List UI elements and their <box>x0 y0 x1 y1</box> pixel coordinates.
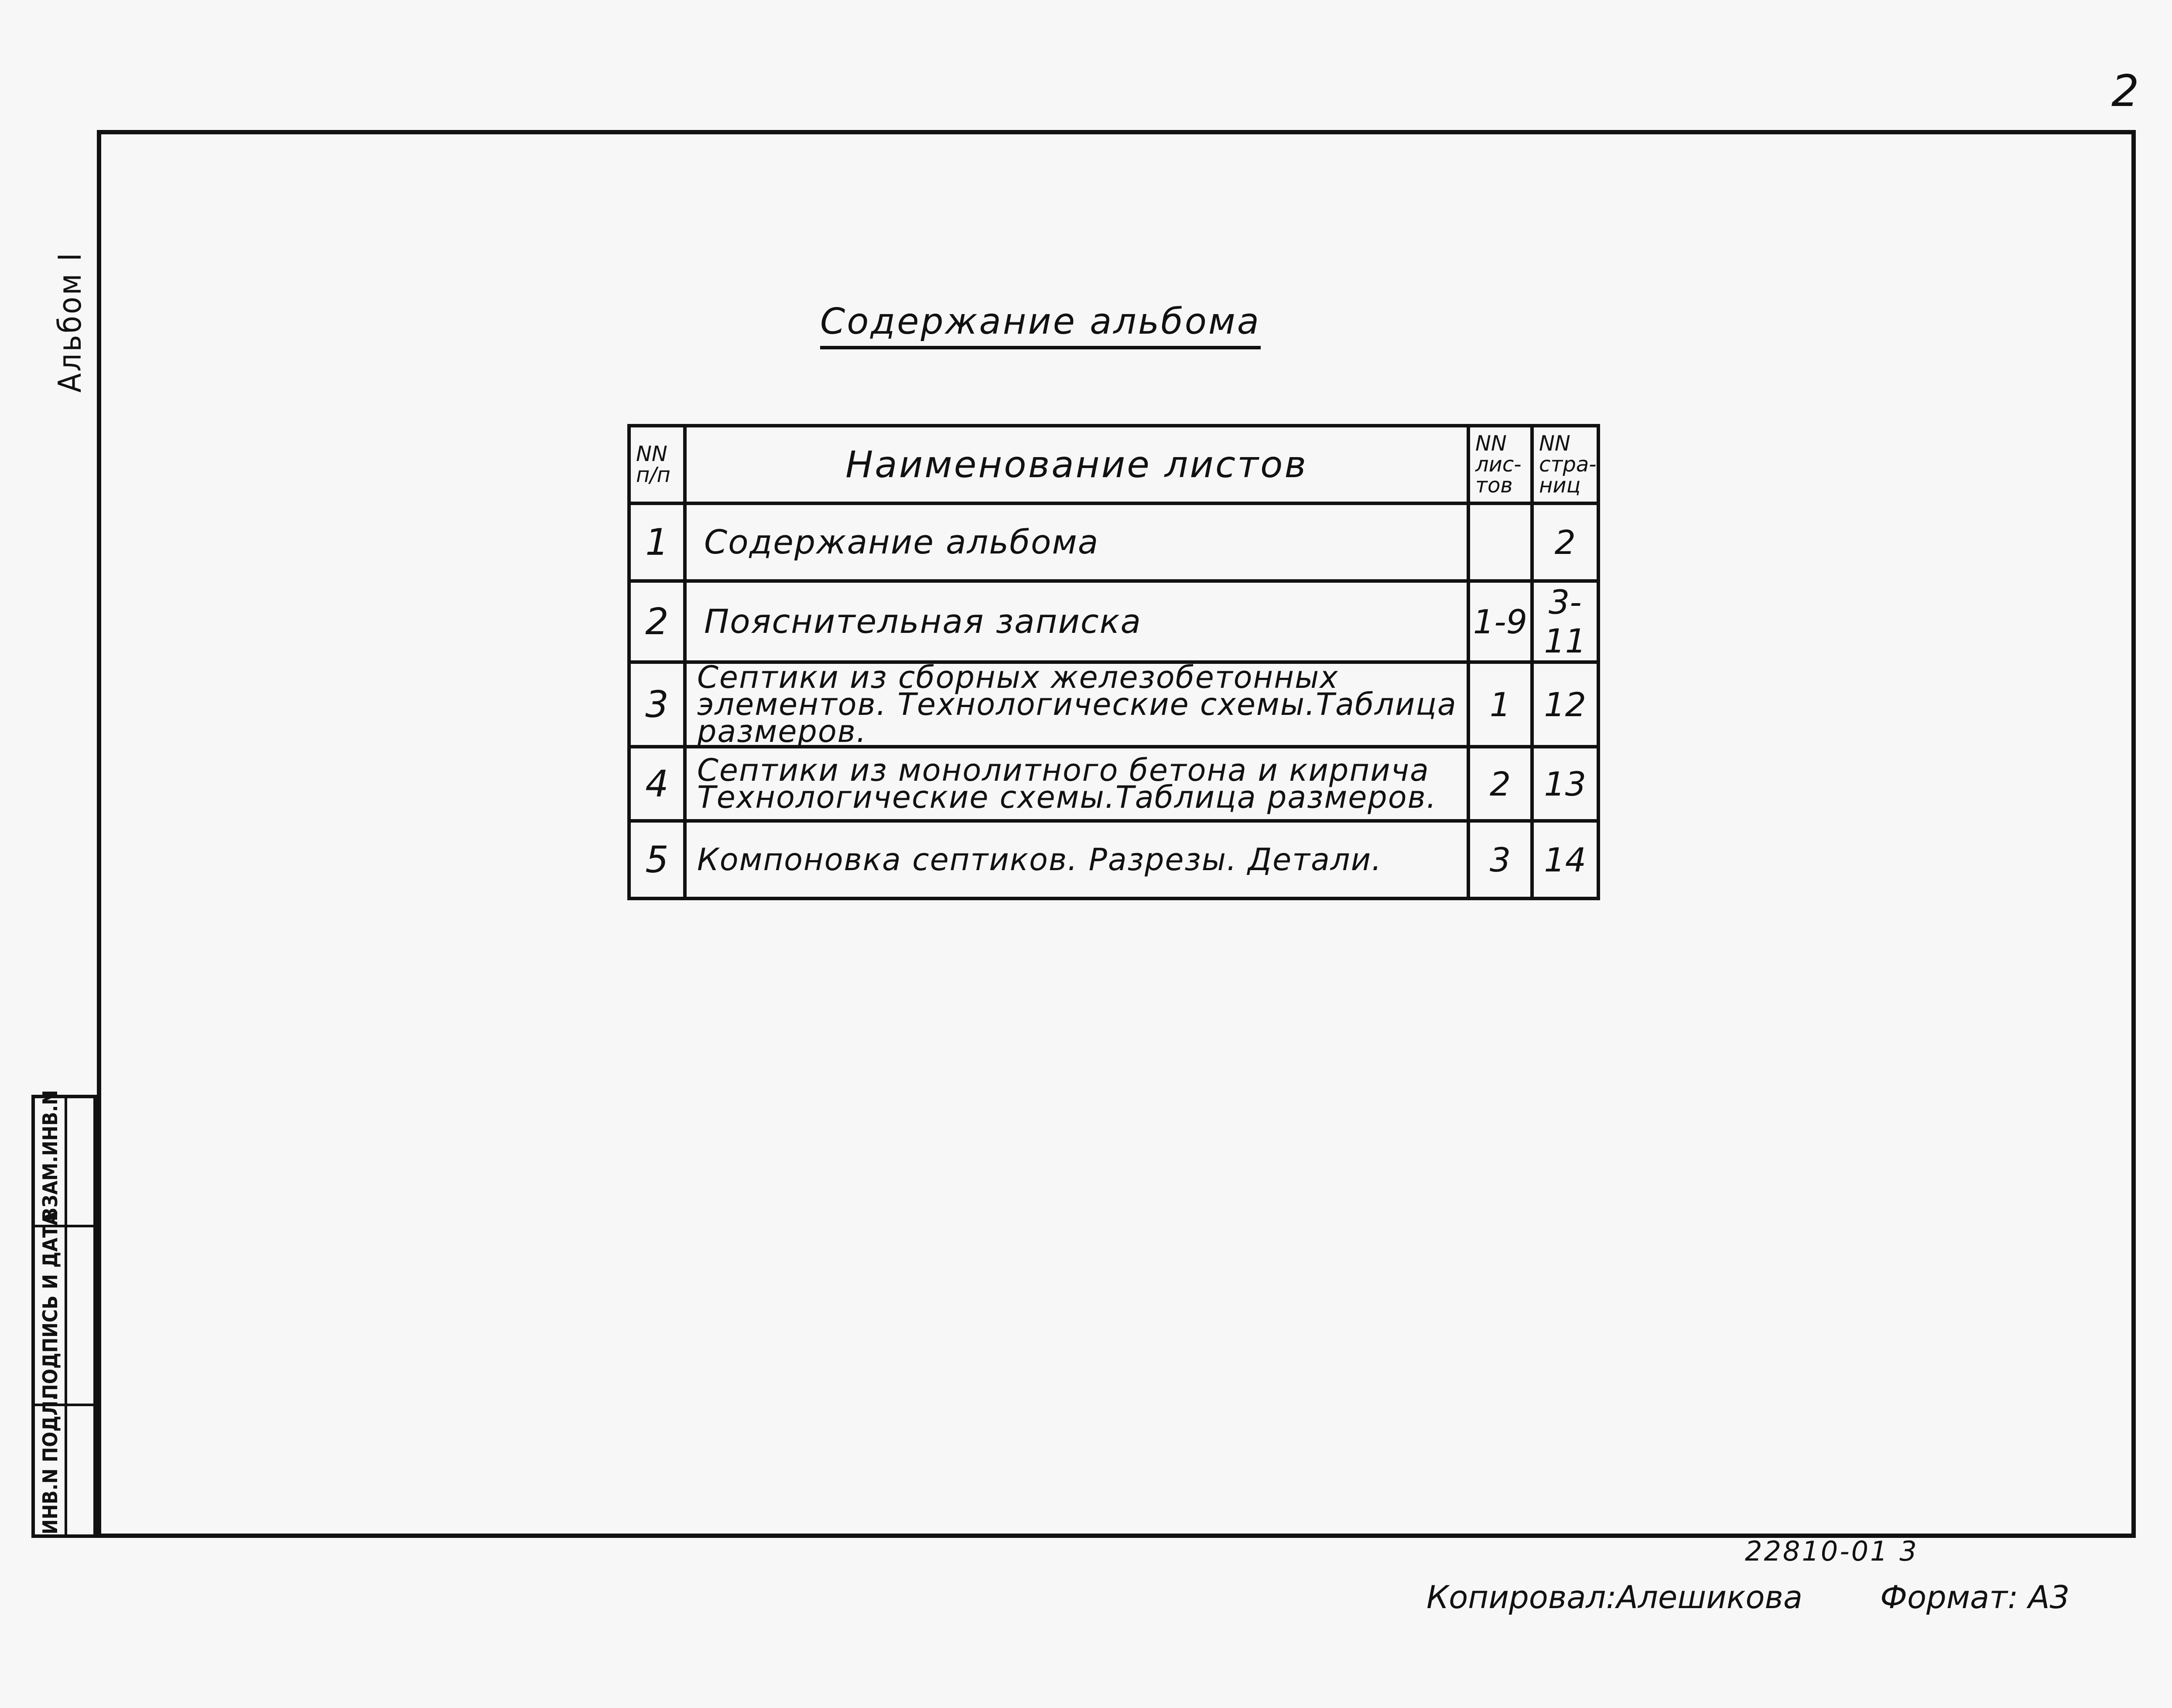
contents-table <box>627 424 1600 900</box>
row-num: 3 <box>629 662 685 747</box>
sheet-format: Формат: А3 <box>1880 1579 2070 1616</box>
stamp-label-signature: ПОДПИСЬ И ДАТА <box>38 1211 62 1399</box>
header-name: Наименование листов <box>685 426 1468 503</box>
row-sheets: 2 <box>1468 747 1532 821</box>
table-row <box>629 747 1598 821</box>
row-num: 1 <box>629 503 685 581</box>
row-pages: 14 <box>1532 821 1598 898</box>
row-name: Септики из монолитного бетона и кирпича Технологические схемы.Таблица размеров. <box>685 747 1468 821</box>
row-sheets <box>1468 503 1532 581</box>
row-pages: 12 <box>1532 662 1598 747</box>
stamp-label-inv-podl: ИНВ.N ПОДЛ. <box>38 1394 62 1534</box>
row-name: Пояснительная записка <box>685 581 1468 662</box>
margin-stamp <box>31 1090 97 1538</box>
row-sheets: 1-9 <box>1468 581 1532 662</box>
table-row <box>629 503 1598 581</box>
document-number: 22810-01 3 <box>1745 1535 1919 1567</box>
row-sheets: 1 <box>1468 662 1532 747</box>
row-pages: 3-11 <box>1532 581 1598 662</box>
table-row <box>629 821 1598 898</box>
header-num: NN п/п <box>629 426 685 503</box>
row-pages: 13 <box>1532 747 1598 821</box>
table-row <box>629 662 1598 747</box>
row-num: 4 <box>629 747 685 821</box>
row-pages: 2 <box>1532 503 1598 581</box>
page-number: 2 <box>2111 65 2139 116</box>
row-num: 2 <box>629 581 685 662</box>
copied-by: Копировал:Алешикова <box>1426 1579 1803 1616</box>
page-title: Содержание альбома <box>820 301 1261 349</box>
album-label: Альбом I <box>51 251 88 393</box>
row-name: Компоновка септиков. Разрезы. Детали. <box>685 821 1468 898</box>
row-name: Содержание альбома <box>685 503 1468 581</box>
row-sheets: 3 <box>1468 821 1532 898</box>
stamp-label-vzam-inv: ВЗАМ.ИНВ.N <box>38 1090 62 1221</box>
header-pages: NN стра- ниц <box>1532 426 1598 503</box>
row-num: 5 <box>629 821 685 898</box>
row-name: Септики из сборных железобетонных элементов. Технологические схемы.Таблица размеров. <box>685 662 1468 747</box>
table-row <box>629 581 1598 662</box>
header-sheets: NN лис- тов <box>1468 426 1532 503</box>
table-header-row <box>629 426 1598 503</box>
